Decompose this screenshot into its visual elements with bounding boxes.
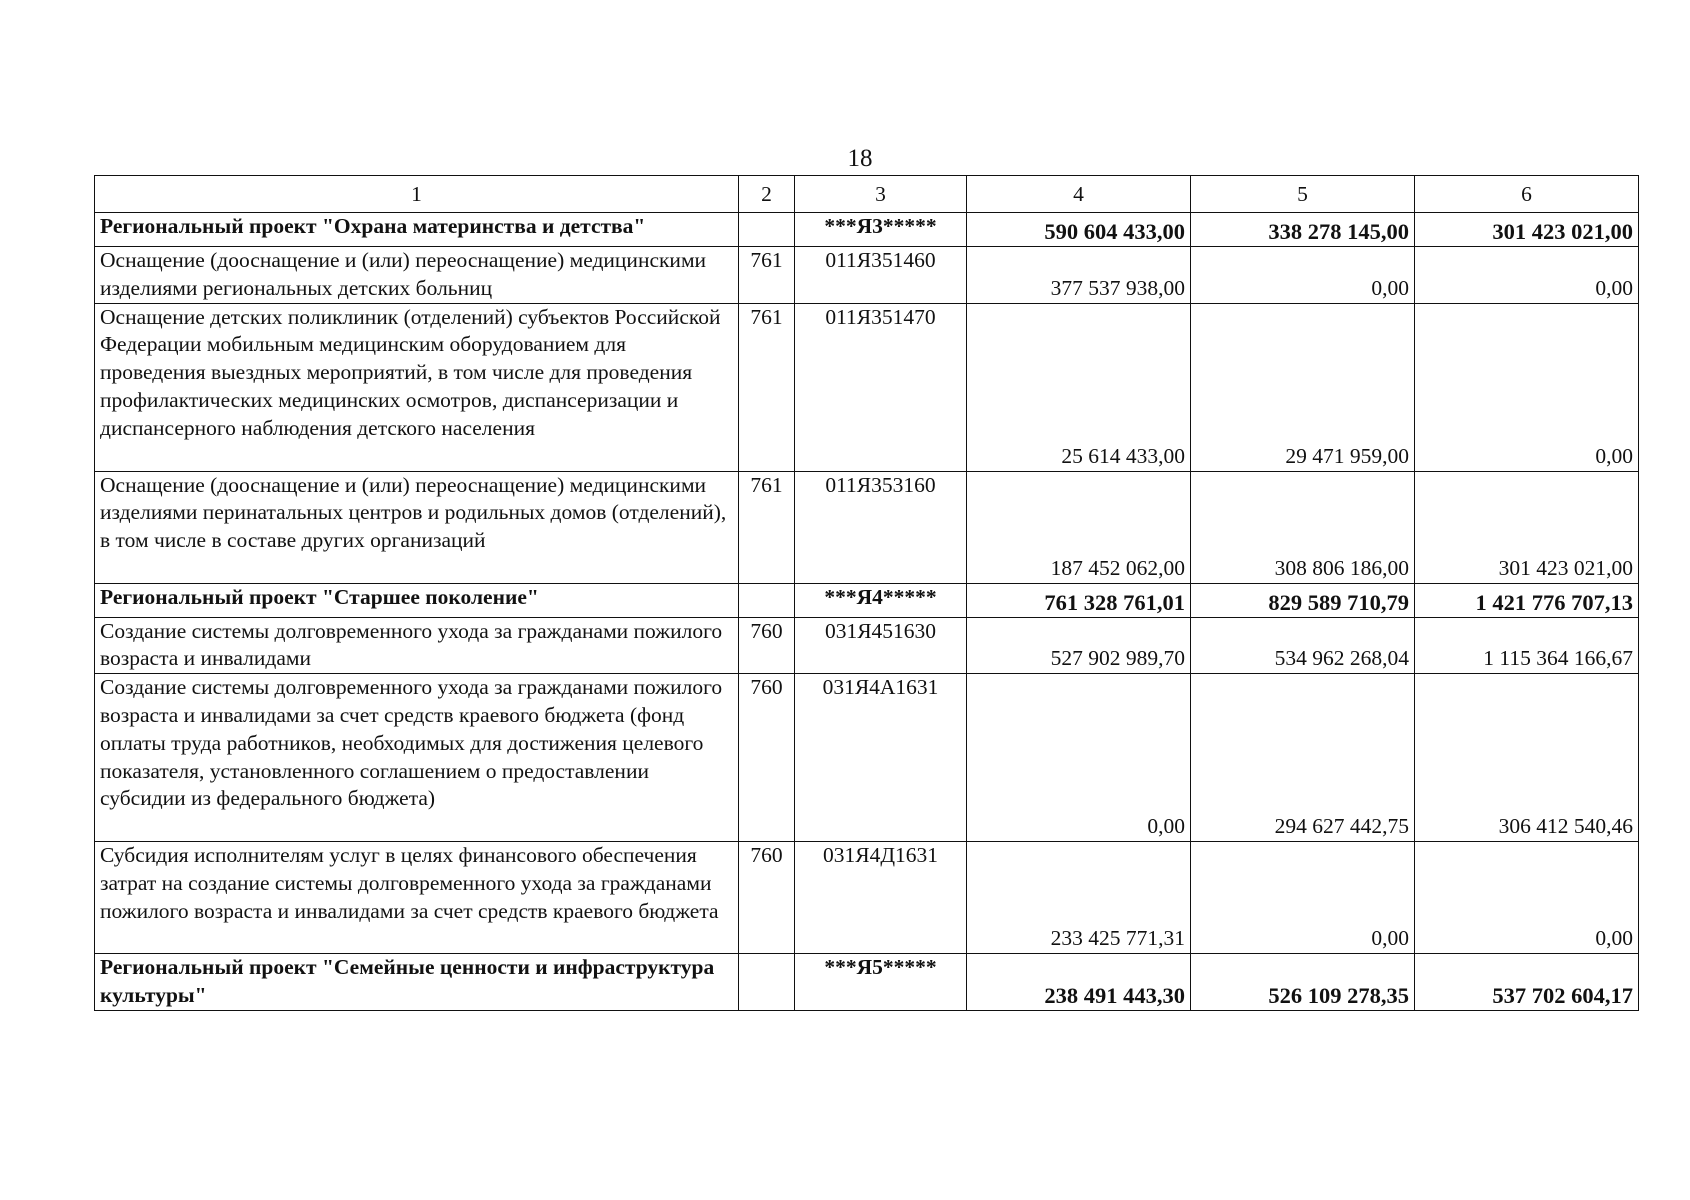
header-cell-4: 4	[967, 176, 1191, 213]
header-row	[95, 176, 1639, 213]
row-code: ***Я4*****	[795, 583, 967, 617]
row-value-4: 527 902 989,70	[967, 617, 1191, 674]
header-cell-3: 3	[795, 176, 967, 213]
row-name: Оснащение (дооснащение и (или) переоснащение) медицинскими изделиями перинатальных центров и родильных домов (отделений), в том числе в составе других организаций	[95, 471, 739, 583]
row-grbs: 761	[739, 247, 795, 304]
row-value-6: 537 702 604,17	[1415, 954, 1639, 1011]
row-grbs	[739, 583, 795, 617]
row-value-4: 377 537 938,00	[967, 247, 1191, 304]
row-value-4: 761 328 761,01	[967, 583, 1191, 617]
row-name: Создание системы долговременного ухода за гражданами пожилого возраста и инвалидами	[95, 617, 739, 674]
table-row	[95, 617, 1639, 674]
row-code: 011Я353160	[795, 471, 967, 583]
row-value-4: 25 614 433,00	[967, 303, 1191, 471]
row-name: Субсидия исполнителям услуг в целях финансового обеспечения затрат на создание системы долговременного ухода за гражданами пожилого возраста и инвалидами за счет средств краевого бюджета	[95, 842, 739, 954]
row-value-5: 526 109 278,35	[1191, 954, 1415, 1011]
row-value-6: 0,00	[1415, 842, 1639, 954]
row-value-4: 590 604 433,00	[967, 213, 1191, 247]
row-value-6: 1 115 364 166,67	[1415, 617, 1639, 674]
row-grbs	[739, 213, 795, 247]
header-cell-5: 5	[1191, 176, 1415, 213]
budget-table	[94, 175, 1639, 1011]
row-code: 031Я451630	[795, 617, 967, 674]
row-code: ***Я5*****	[795, 954, 967, 1011]
row-value-6: 1 421 776 707,13	[1415, 583, 1639, 617]
table-row	[95, 303, 1639, 471]
row-value-5: 534 962 268,04	[1191, 617, 1415, 674]
row-value-4: 233 425 771,31	[967, 842, 1191, 954]
row-value-4: 0,00	[967, 674, 1191, 842]
header-cell-1: 1	[95, 176, 739, 213]
row-value-5: 0,00	[1191, 842, 1415, 954]
row-value-6: 301 423 021,00	[1415, 471, 1639, 583]
row-code: 011Я351470	[795, 303, 967, 471]
table-row	[95, 842, 1639, 954]
row-value-4: 238 491 443,30	[967, 954, 1191, 1011]
row-grbs	[739, 954, 795, 1011]
table-row	[95, 674, 1639, 842]
row-value-5: 29 471 959,00	[1191, 303, 1415, 471]
page-number: 18	[847, 145, 873, 172]
row-value-5: 338 278 145,00	[1191, 213, 1415, 247]
row-value-4: 187 452 062,00	[967, 471, 1191, 583]
row-name: Региональный проект "Охрана материнства и детства"	[95, 213, 739, 247]
row-code: 031Я4А1631	[795, 674, 967, 842]
row-code: 031Я4Д1631	[795, 842, 967, 954]
row-name: Региональный проект "Семейные ценности и инфраструктура культуры"	[95, 954, 739, 1011]
row-value-6: 0,00	[1415, 303, 1639, 471]
header-cell-6: 6	[1415, 176, 1639, 213]
row-grbs: 760	[739, 674, 795, 842]
row-value-5: 829 589 710,79	[1191, 583, 1415, 617]
row-value-5: 308 806 186,00	[1191, 471, 1415, 583]
row-grbs: 761	[739, 303, 795, 471]
row-value-6: 0,00	[1415, 247, 1639, 304]
row-name: Создание системы долговременного ухода за гражданами пожилого возраста и инвалидами за счет средств краевого бюджета (фонд оплаты труда работников, необходимых для достижения целевого показателя, установленного соглашением о предоставлении субсидии из федерального бюджета)	[95, 674, 739, 842]
row-name: Оснащение детских поликлиник (отделений) субъектов Российской Федерации мобильным медицинским оборудованием для проведения выездных мероприятий, в том числе для проведения профилактических медицинских осмотров, диспансеризации и диспансерного наблюдения детского населения	[95, 303, 739, 471]
table-row-project-maternity	[95, 213, 1639, 247]
header-cell-2: 2	[739, 176, 795, 213]
row-code: 011Я351460	[795, 247, 967, 304]
table-row-project-older-generation	[95, 583, 1639, 617]
row-grbs: 761	[739, 471, 795, 583]
row-code: ***Я3*****	[795, 213, 967, 247]
row-grbs: 760	[739, 617, 795, 674]
row-value-5: 0,00	[1191, 247, 1415, 304]
table-row	[95, 247, 1639, 304]
row-grbs: 760	[739, 842, 795, 954]
row-value-6: 301 423 021,00	[1415, 213, 1639, 247]
row-name: Региональный проект "Старшее поколение"	[95, 583, 739, 617]
table-row	[95, 471, 1639, 583]
row-value-5: 294 627 442,75	[1191, 674, 1415, 842]
row-name: Оснащение (дооснащение и (или) переоснащение) медицинскими изделиями региональных детских больниц	[95, 247, 739, 304]
table-row-project-family-values	[95, 954, 1639, 1011]
row-value-6: 306 412 540,46	[1415, 674, 1639, 842]
